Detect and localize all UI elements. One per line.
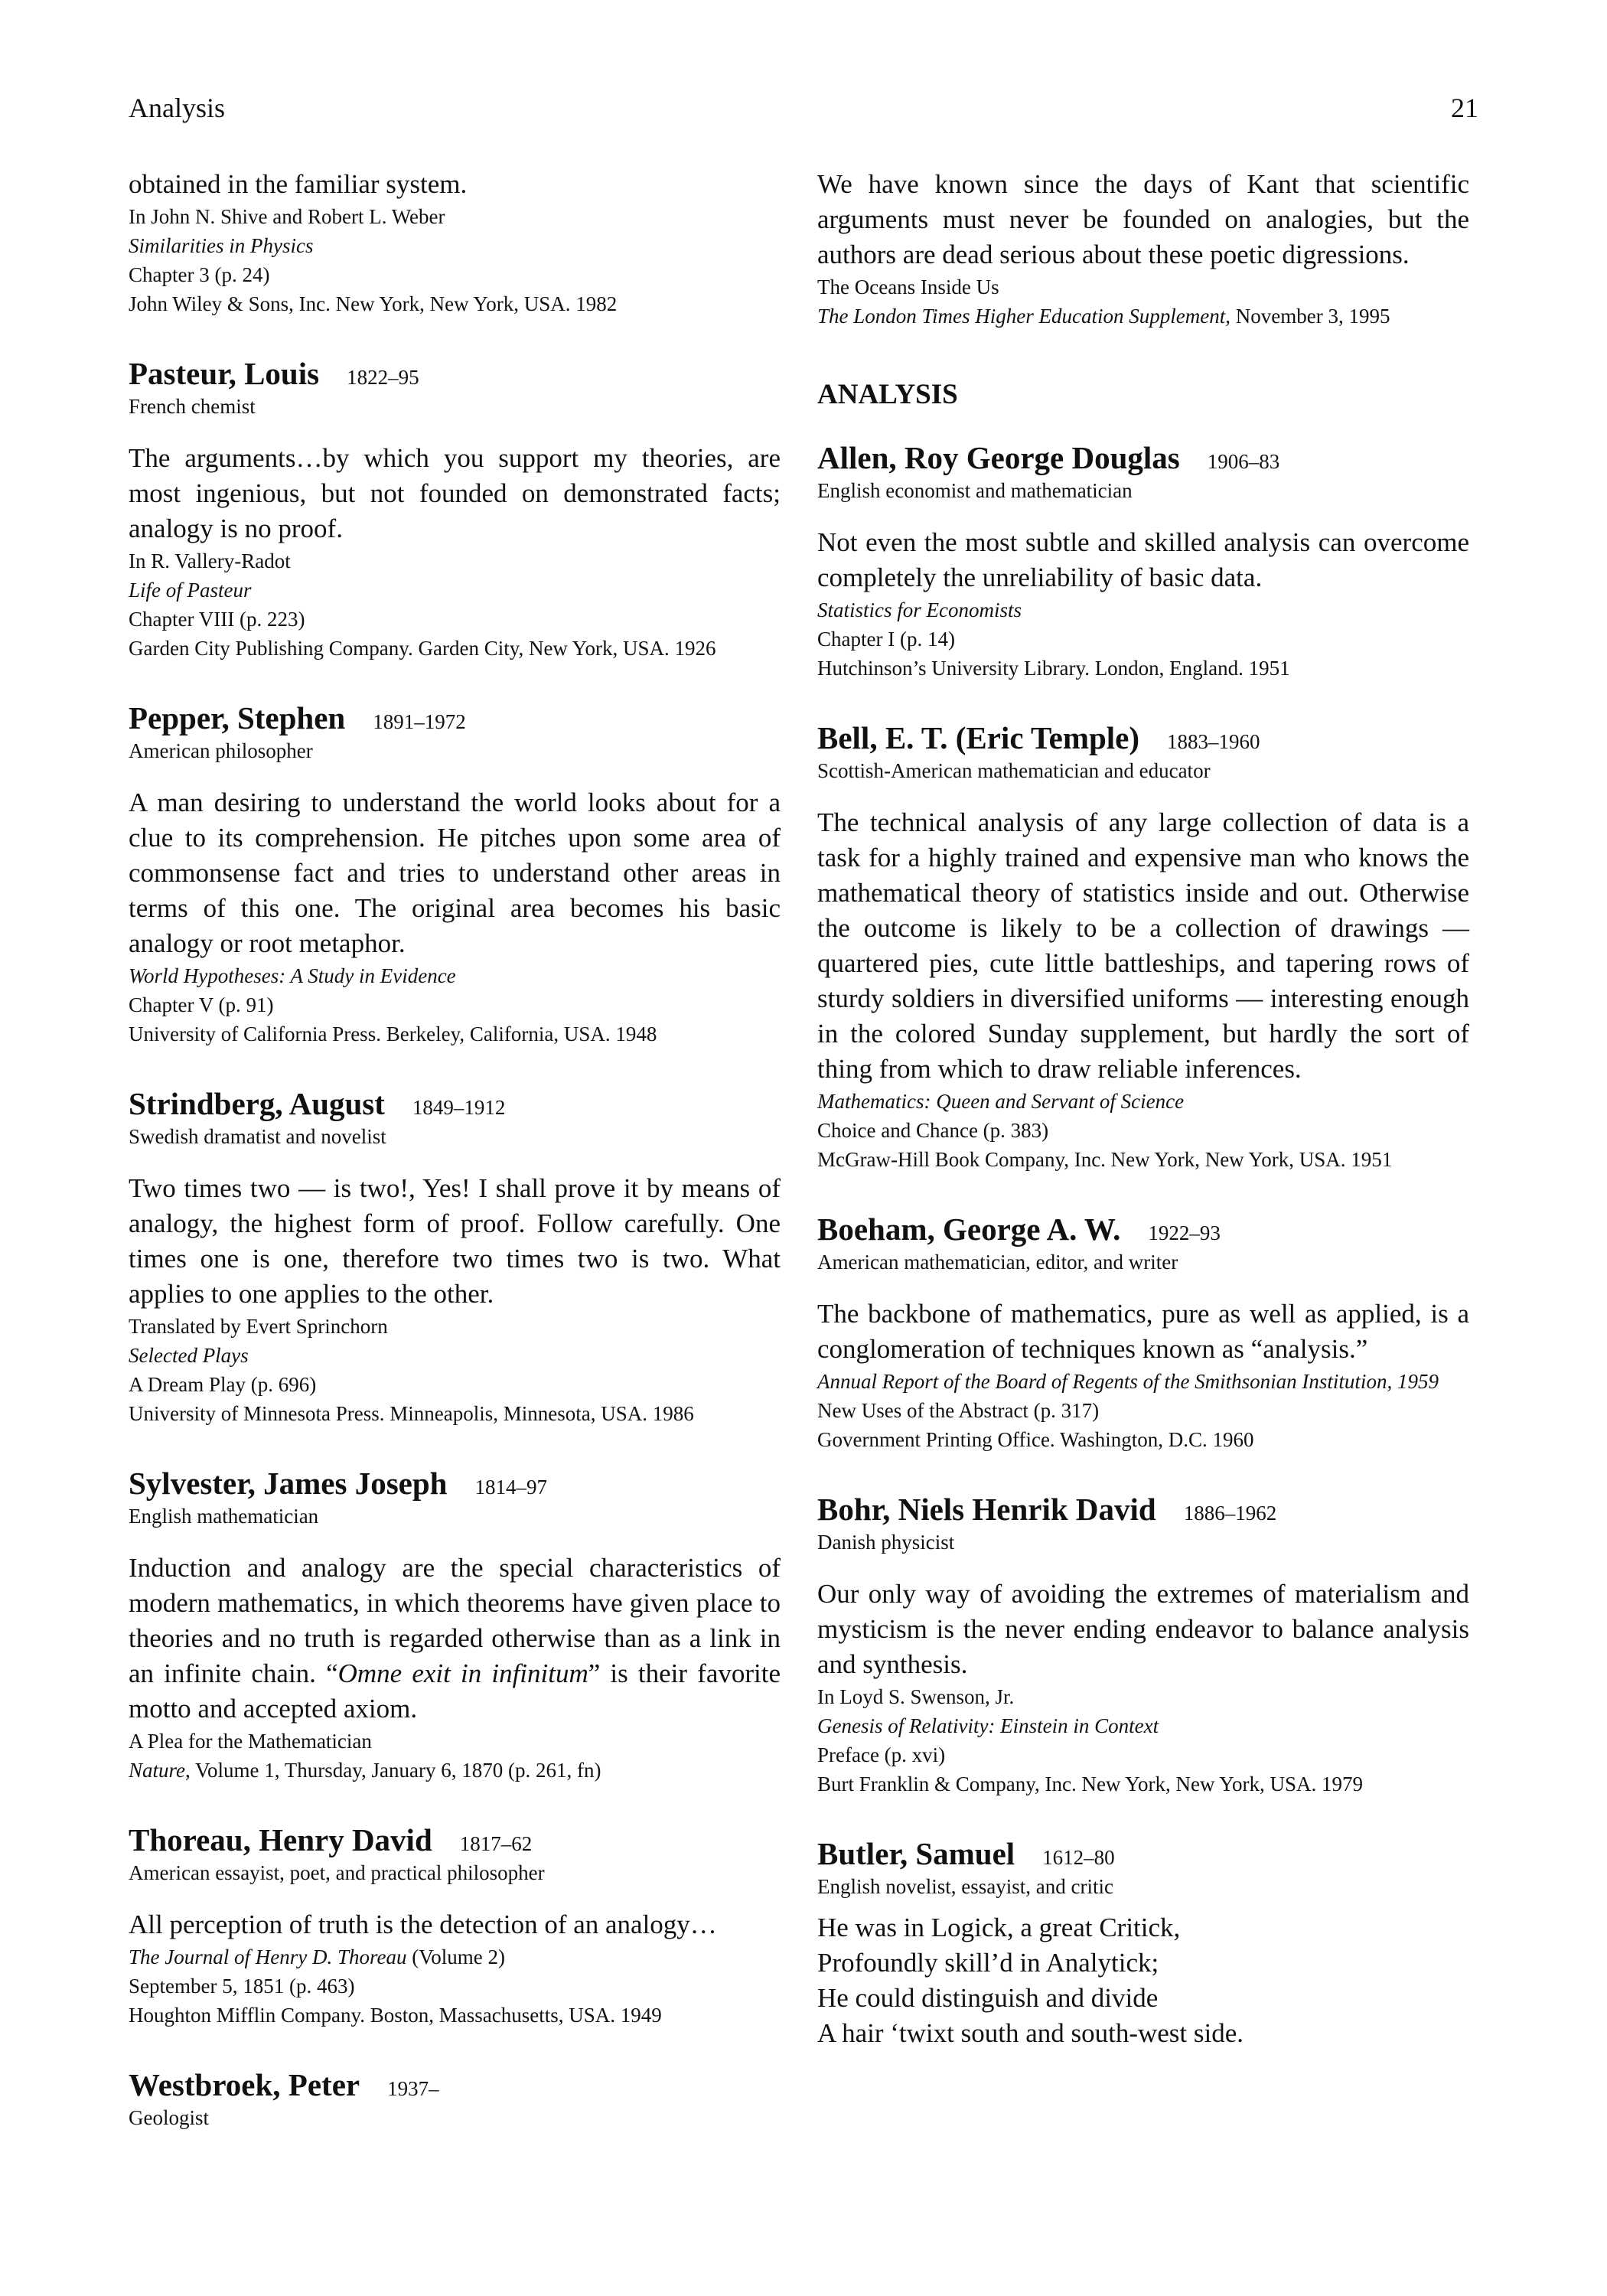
source-line: Chapter V (p. 91) bbox=[129, 993, 274, 1016]
running-header bbox=[129, 92, 1478, 124]
quote-entry bbox=[129, 2065, 781, 2131]
quote-entry bbox=[129, 1820, 781, 2030]
continued-quote bbox=[817, 167, 1469, 331]
section-heading: ANALYSIS bbox=[817, 379, 958, 410]
verse-line: A hair ‘twixt south and south-west side. bbox=[817, 2018, 1244, 2048]
source-detail: , Volume 1, Thursday, January 6, 1870 (p. 261, fn) bbox=[185, 1759, 601, 1782]
author-description: Geologist bbox=[129, 2106, 209, 2129]
author-dates: 1814–97 bbox=[474, 1476, 547, 1499]
author-dates: 1612–80 bbox=[1042, 1846, 1115, 1869]
author-description: Swedish dramatist and novelist bbox=[129, 1125, 386, 1148]
author-name: Butler, Samuel bbox=[817, 1836, 1015, 1871]
quote-latin-phrase: Omne exit in infinitum bbox=[337, 1658, 588, 1688]
author-name: Boeham, George A. W. bbox=[817, 1212, 1121, 1247]
author-heading bbox=[817, 1209, 1469, 1249]
quote-entry bbox=[817, 1489, 1469, 1799]
source-line: Chapter I (p. 14) bbox=[817, 628, 955, 651]
source-line: John Wiley & Sons, Inc. New York, New York, USA. 1982 bbox=[129, 292, 618, 315]
source-title: Mathematics: Queen and Servant of Science bbox=[817, 1090, 1185, 1113]
source-title: World Hypotheses: A Study in Evidence bbox=[129, 964, 456, 987]
right-column bbox=[817, 167, 1469, 2051]
source-line: New Uses of the Abstract (p. 317) bbox=[817, 1399, 1100, 1422]
source-line: Burt Franklin & Company, Inc. New York, New York, USA. 1979 bbox=[817, 1773, 1364, 1795]
source-line: University of California Press. Berkeley, California, USA. 1948 bbox=[129, 1022, 657, 1045]
author-heading bbox=[129, 1820, 781, 1860]
source-title: Nature bbox=[129, 1759, 185, 1782]
source-detail: , November 3, 1995 bbox=[1225, 305, 1390, 328]
left-column bbox=[129, 167, 781, 2152]
source-line: In Loyd S. Swenson, Jr. bbox=[817, 1685, 1015, 1708]
source-line: Translated by Evert Sprinchorn bbox=[129, 1315, 388, 1338]
source-line: Houghton Mifflin Company. Boston, Massachusetts, USA. 1949 bbox=[129, 2004, 662, 2027]
author-name: Sylvester, James Joseph bbox=[129, 1466, 448, 1501]
source-title: Life of Pasteur bbox=[129, 579, 252, 602]
author-dates: 1937– bbox=[387, 2077, 439, 2100]
verse-line: He was in Logick, a great Critick, bbox=[817, 1913, 1181, 1942]
source-line: In John N. Shive and Robert L. Weber bbox=[129, 205, 445, 228]
author-heading bbox=[129, 698, 781, 738]
author-heading bbox=[129, 2065, 781, 2105]
quote-entry bbox=[129, 1463, 781, 1785]
author-name: Pepper, Stephen bbox=[129, 700, 346, 735]
author-dates: 1822–95 bbox=[347, 366, 419, 389]
page-number: 21 bbox=[1451, 93, 1478, 123]
quote-text-part: ” is their favorite motto and accepted axiom. bbox=[129, 1658, 781, 1724]
source-line: A Plea for the Mathematician bbox=[129, 1730, 372, 1753]
author-dates: 1883–1960 bbox=[1167, 730, 1260, 753]
author-name: Thoreau, Henry David bbox=[129, 1822, 432, 1857]
source-line: Preface (p. xvi) bbox=[817, 1743, 946, 1766]
author-description: English mathematician bbox=[129, 1505, 319, 1528]
author-dates: 1922–93 bbox=[1148, 1221, 1221, 1244]
continued-quote bbox=[129, 167, 781, 318]
source-line: Hutchinson’s University Library. London, England. 1951 bbox=[817, 657, 1290, 680]
source-line: A Dream Play (p. 696) bbox=[129, 1373, 317, 1396]
source-title: Statistics for Economists bbox=[817, 598, 1022, 621]
quote-text: The technical analysis of any large collection of data is a task for a highly trained and expensive man who knows the mathematical theory of statistics inside and out. Otherwise the outcome is likely to be a collection of drawings — quartered pies, cute little battleships, and tapering rows of sturdy soldiers in diversified uniforms — interesting enough in the colored Sunday supplement, but hardly the sort of thing from which to draw reliable inferences. bbox=[817, 807, 1469, 1084]
quote-entry bbox=[817, 1209, 1469, 1454]
source-title: Genesis of Relativity: Einstein in Context bbox=[817, 1714, 1159, 1737]
author-heading bbox=[817, 1834, 1469, 1874]
quote-text: Not even the most subtle and skilled analysis can overcome completely the unreliability of basic data. bbox=[817, 527, 1469, 592]
quote-entry bbox=[129, 1084, 781, 1428]
author-description: Scottish-American mathematician and educator bbox=[817, 759, 1211, 782]
author-name: Strindberg, August bbox=[129, 1086, 385, 1121]
source-line: McGraw-Hill Book Company, Inc. New York, New York, USA. 1951 bbox=[817, 1148, 1393, 1171]
quote-entry bbox=[817, 438, 1469, 683]
quote-text: The arguments…by which you support my theories, are most ingenious, but not founded on demonstrated facts; analogy is no proof. bbox=[129, 443, 781, 543]
author-heading bbox=[129, 354, 781, 393]
author-description: English economist and mathematician bbox=[817, 479, 1133, 502]
source-line: The Oceans Inside Us bbox=[817, 276, 999, 298]
author-name: Westbroek, Peter bbox=[129, 2067, 360, 2102]
quote-text: Two times two — is two!, Yes! I shall prove it by means of analogy, the highest form of proof. Follow carefully. One times one is one, therefore two times two is two. What applies to one applies to the other. bbox=[129, 1173, 781, 1309]
author-description: American mathematician, editor, and writer bbox=[817, 1251, 1178, 1274]
source-detail: (Volume 2) bbox=[406, 1945, 505, 1968]
verse-line: Profoundly skill’d in Analytick; bbox=[817, 1948, 1159, 1978]
verse-line: He could distinguish and divide bbox=[817, 1983, 1159, 2013]
author-dates: 1906–83 bbox=[1207, 450, 1280, 473]
author-heading bbox=[129, 1084, 781, 1124]
author-dates: 1849–1912 bbox=[412, 1096, 506, 1119]
source-title: Annual Report of the Board of Regents of the Smithsonian Institution, 1959 bbox=[817, 1370, 1439, 1393]
source-line: University of Minnesota Press. Minneapolis, Minnesota, USA. 1986 bbox=[129, 1402, 694, 1425]
source-line: Chapter VIII (p. 223) bbox=[129, 608, 305, 631]
author-description: Danish physicist bbox=[817, 1531, 955, 1554]
quote-entry bbox=[817, 1834, 1469, 2051]
author-description: American philosopher bbox=[129, 739, 313, 762]
quote-text: Our only way of avoiding the extremes of materialism and mysticism is the never ending endeavor to balance analysis and synthesis. bbox=[817, 1579, 1469, 1679]
author-heading bbox=[817, 718, 1469, 758]
source-title: The London Times Higher Education Supplement bbox=[817, 305, 1226, 328]
author-description: American essayist, poet, and practical philosopher bbox=[129, 1861, 545, 1884]
quote-text: All perception of truth is the detection of an analogy… bbox=[129, 1910, 717, 1939]
quote-entry bbox=[129, 354, 781, 663]
author-description: French chemist bbox=[129, 395, 256, 418]
source-line bbox=[129, 1756, 781, 1785]
source-line bbox=[129, 1942, 781, 1971]
quote-entry bbox=[817, 718, 1469, 1174]
source-line: September 5, 1851 (p. 463) bbox=[129, 1975, 355, 1998]
author-heading bbox=[817, 1489, 1469, 1529]
author-heading bbox=[129, 1463, 781, 1503]
quote-text bbox=[129, 1551, 781, 1727]
author-name: Allen, Roy George Douglas bbox=[817, 440, 1180, 475]
quote-text: obtained in the familiar system. bbox=[129, 169, 468, 199]
author-description: English novelist, essayist, and critic bbox=[817, 1875, 1113, 1898]
source-title: Selected Plays bbox=[129, 1344, 249, 1367]
running-title: Analysis bbox=[129, 93, 225, 123]
author-dates: 1886–1962 bbox=[1183, 1502, 1277, 1525]
author-dates: 1817–62 bbox=[459, 1832, 533, 1855]
quote-entry bbox=[129, 698, 781, 1049]
quote-text: The backbone of mathematics, pure as well as applied, is a conglomeration of techniques known as “analysis.” bbox=[817, 1299, 1469, 1364]
author-name: Pasteur, Louis bbox=[129, 356, 320, 391]
source-line: In R. Vallery-Radot bbox=[129, 550, 291, 572]
source-line: Choice and Chance (p. 383) bbox=[817, 1119, 1049, 1142]
author-dates: 1891–1972 bbox=[373, 710, 466, 733]
quote-text: We have known since the days of Kant that scientific arguments must never be founded on analogies, but the authors are dead serious about these poetic digressions. bbox=[817, 169, 1469, 269]
quote-text: A man desiring to understand the world looks about for a clue to its comprehension. He pitches upon some area of commonsense fact and tries to understand other areas in terms of this one. The original area becomes his basic analogy or root metaphor. bbox=[129, 788, 781, 958]
author-name: Bohr, Niels Henrik David bbox=[817, 1492, 1156, 1527]
source-line: Government Printing Office. Washington, D.C. 1960 bbox=[817, 1428, 1254, 1451]
source-line bbox=[817, 302, 1469, 331]
source-title: The Journal of Henry D. Thoreau bbox=[129, 1945, 407, 1968]
source-line: Chapter 3 (p. 24) bbox=[129, 263, 270, 286]
author-name: Bell, E. T. (Eric Temple) bbox=[817, 720, 1140, 755]
author-heading bbox=[817, 438, 1469, 478]
source-title: Similarities in Physics bbox=[129, 234, 314, 257]
source-line: Garden City Publishing Company. Garden City, New York, USA. 1926 bbox=[129, 637, 716, 660]
quote-text-part: Induction and analogy are the special characteristics of modern mathematics, in which theorems have given place to theories and no truth is regarded otherwise than as a link in an infinite chain. “ bbox=[129, 1553, 781, 1688]
